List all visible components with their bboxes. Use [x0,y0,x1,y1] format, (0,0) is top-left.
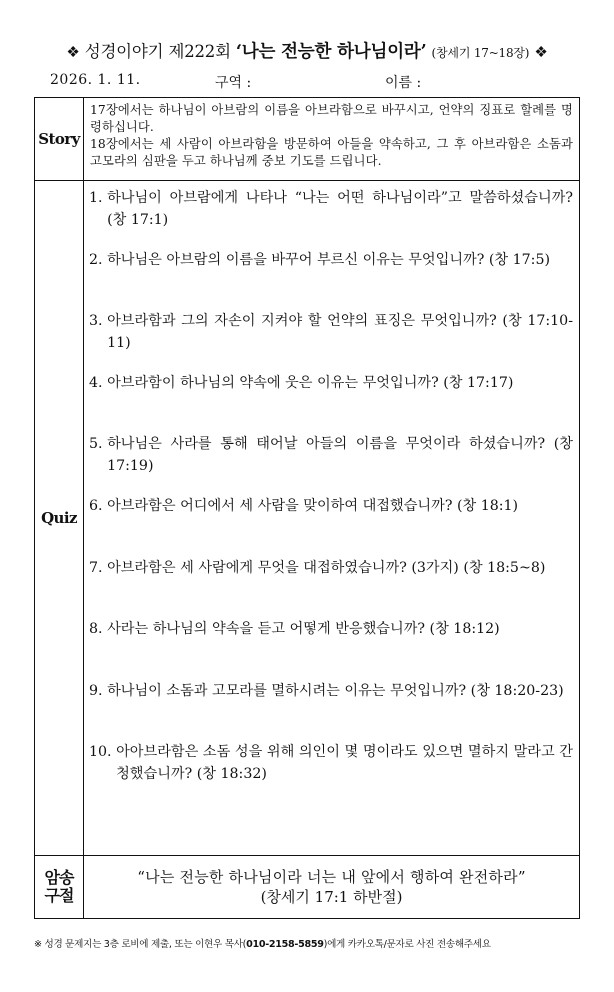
memory-verse-reference: (창세기 17:1 하반절) [260,888,403,906]
question-number: 8. [89,621,103,638]
question-number: 5. [89,436,103,453]
quiz-question-10 [89,741,573,785]
episode-number: 제222회 [168,42,231,61]
area-field-label: 구역 : [215,75,252,91]
question-number: 1. [89,190,103,206]
quiz-row [35,181,580,856]
story-text [84,98,579,170]
quiz-question-8 [89,618,573,662]
question-number: 4. [89,374,103,391]
footnote-text: )에게 카카오톡/문자로 사진 전송해주세요 [323,939,491,950]
memory-label-line: 암송 [44,868,74,887]
worksheet-title [0,38,614,63]
main-title: ‘나는 전능한 하나님이라’ [235,42,427,62]
quiz-question-2 [89,249,573,293]
question-number: 10. [89,744,112,761]
question-text: 아브라함은 어디에서 세 사람을 맞이하여 대접했습니까? (창 18:1) [107,497,519,514]
memory-verse-row [35,856,580,919]
question-number: 3. [89,313,103,330]
worksheet-table [34,97,580,919]
question-text: 아브라함은 세 사람에게 무엇을 대접하였습니까? (3가지) (창 18:5~8) [107,559,546,576]
memory-verse-cell [84,856,580,919]
series-name: 성경이야기 [84,42,164,61]
diamond-icon: ❖ [534,43,548,61]
story-paragraph: 18장에서는 세 사람이 아브라함을 방문하여 아들을 약속하고, 그 후 아브라함은 소돔과 고모라의 심판을 두고 하나님께 중보 기도를 드립니다. [90,137,573,168]
quiz-list [84,181,579,785]
story-label: Story [35,98,84,181]
question-text: 아브라함이 하나님의 약속에 웃은 이유는 무엇입니까? (창 17:17) [107,374,514,391]
question-text: 하나님은 아브람의 이름을 바꾸어 부르신 이유는 무엇입니까? (창 17:5) [107,251,551,268]
story-cell [84,98,580,181]
question-text: 아아브라함은 소돔 성을 위해 의인이 몇 명이라도 있으면 멸하지 말라고 간청했습니까? (창 18:32) [116,744,573,783]
memory-label-line: 구절 [44,886,74,905]
quiz-question-1 [89,187,573,231]
story-paragraph: 17장에서는 하나님이 아브람의 이름을 아브라함으로 바꾸시고, 언약의 징표로 할례를 명령하십니다. [90,103,573,134]
diamond-icon: ❖ [66,43,80,61]
story-row [35,98,580,181]
memory-verse-text: “나는 전능한 하나님이라 너는 내 앞에서 행하여 완전하라” [137,868,526,886]
quiz-label: Quiz [35,181,84,856]
name-field-label: 이름 : [385,75,422,91]
worksheet-date: 2026. 1. 11. [50,72,141,88]
chapter-reference: (창세기 17~18장) [431,46,530,60]
question-text: 하나님이 아브람에게 나타나 “나는 어떤 하나님이라”고 말씀하셨습니까? (창 17:1) [107,190,573,228]
quiz-cell [84,181,580,856]
memory-verse-label [35,856,84,919]
quiz-question-6 [89,495,573,539]
question-number: 6. [89,497,103,514]
quiz-question-3 [89,310,573,354]
question-text: 하나님이 소돔과 고모라를 멸하시려는 이유는 무엇입니까? (창 18:20-23) [107,682,564,699]
quiz-question-9 [89,680,573,724]
question-text: 아브라함과 그의 자손이 지켜야 할 언약의 표징은 무엇입니까? (창 17:10-11) [107,313,573,352]
question-text: 사라는 하나님의 약속을 듣고 어떻게 반응했습니까? (창 18:12) [107,621,500,638]
submission-footnote [34,936,594,950]
question-number: 9. [89,682,103,699]
question-number: 7. [89,559,103,576]
quiz-question-5 [89,433,573,477]
contact-phone: 010-2158-5859 [246,939,324,950]
question-number: 2. [89,251,103,268]
question-text: 하나님은 사라를 통해 태어날 아들의 이름을 무엇이라 하셨습니까? (창 17:19) [107,436,573,475]
footnote-text: ※ 성경 문제지는 3층 로비에 제출, 또는 이현우 목사( [34,939,247,950]
quiz-question-4 [89,372,573,416]
quiz-question-7 [89,557,573,601]
